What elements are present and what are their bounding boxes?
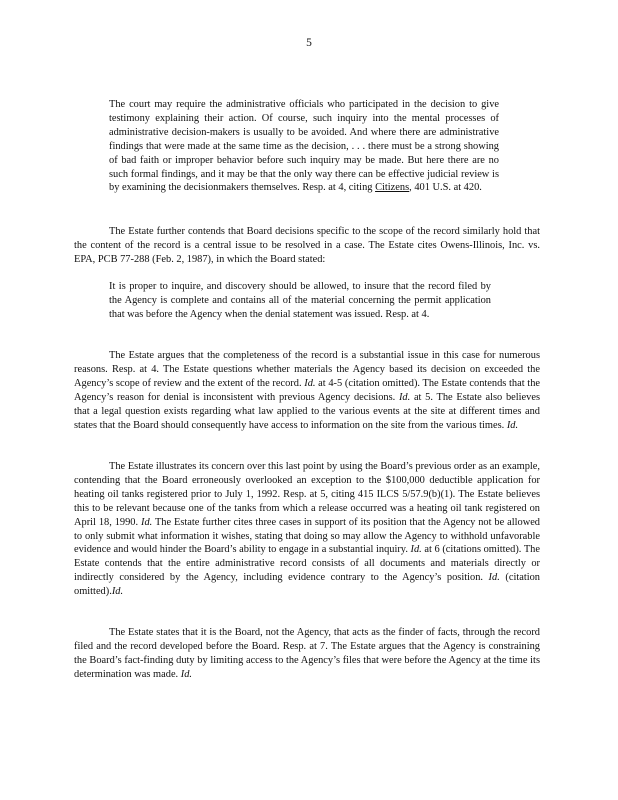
paragraph-3: The Estate illustrates its concern over this last point by using the Board’s previous order as an example, contending that the Board erroneously overlooked an exception to the $100,000 deductible application for heating oil tanks registered prior to July 1, 1992. Resp. at 5, citing 415 ILCS 5/57.9(b)(1). The Estate believes this to be relevant because one of the tanks from which a release occurred was a heating oil tank registered on April 18, 1990. Id. The Estate further cites three cases in support of its position that the Agency not be allowed to only submit what information it wishes, stating that doing so may allow the Agency to withhold unfavorable evidence and would hinder the Board’s ability to engage in a substantial inquiry. Id. at 6 (citations omitted). The Estate contends that the entire administrative record consists of all documents and materials directly or indirectly considered by the Agency, including evidence contrary to the Agency’s position. Id. (citation omitted).Id. <box>74 461 541 598</box>
block-quote-2: It is proper to inquire, and discovery should be allowed, to insure that the record filed by the Agency is complete and contains all of the material concerning the permit application that was before the Agency when the denial statement was issued. Resp. at 4. <box>109 281 491 320</box>
paragraph-1: The Estate further contends that Board decisions specific to the scope of the record similarly hold that the content of the record is a central issue to be resolved in a case. The Estate cites Owens-Illinois, Inc. vs. EPA, PCB 77-288 (Feb. 2, 1987), in which the Board stated: <box>74 226 540 265</box>
citation-underlined: Citizens <box>375 182 410 194</box>
block-quote-1: The court may require the administrative officials who participated in the decision to give testimony explaining their action. Of course, such inquiry into the mental processes of administrative decision-makers is usually to be avoided. And where there are administrative findings that were made at the same time as the decision, . . . there must be a strong showing of bad faith or improper behavior before such inquiry may be made. But here there are no such formal findings, and it may be that the only way there can be effective judicial review is by examining the decisionmakers themselves. Resp. at 4, citing Citizens, 401 U.S. at 420. <box>109 99 499 194</box>
paragraph-4: The Estate states that it is the Board, not the Agency, that acts as the finder of facts, through the record filed and the record developed before the Board. Resp. at 7. The Estate argues that the Agency is constraining the Board’s fact-finding duty by limiting access to the Agency’s files that were before the Agency at the time its determination was made. Id. <box>74 627 540 680</box>
page-number: 5 <box>306 37 312 49</box>
paragraph-2: The Estate argues that the completeness of the record is a substantial issue in this case for numerous reasons. Resp. at 4. The Estate questions whether materials the Agency based its decision on exceeded the Agency’s scope of review and the extent of the record. Id. at 4-5 (citation omitted). The Estate contends that the Agency’s reason for denial is inconsistent with previous Agency decisions. Id. at 5. The Estate also believes that a legal question exists regarding what law applied to the various events at the site at different times and states that the Board should consequently have access to information on the site from the various times. Id. <box>74 350 540 431</box>
